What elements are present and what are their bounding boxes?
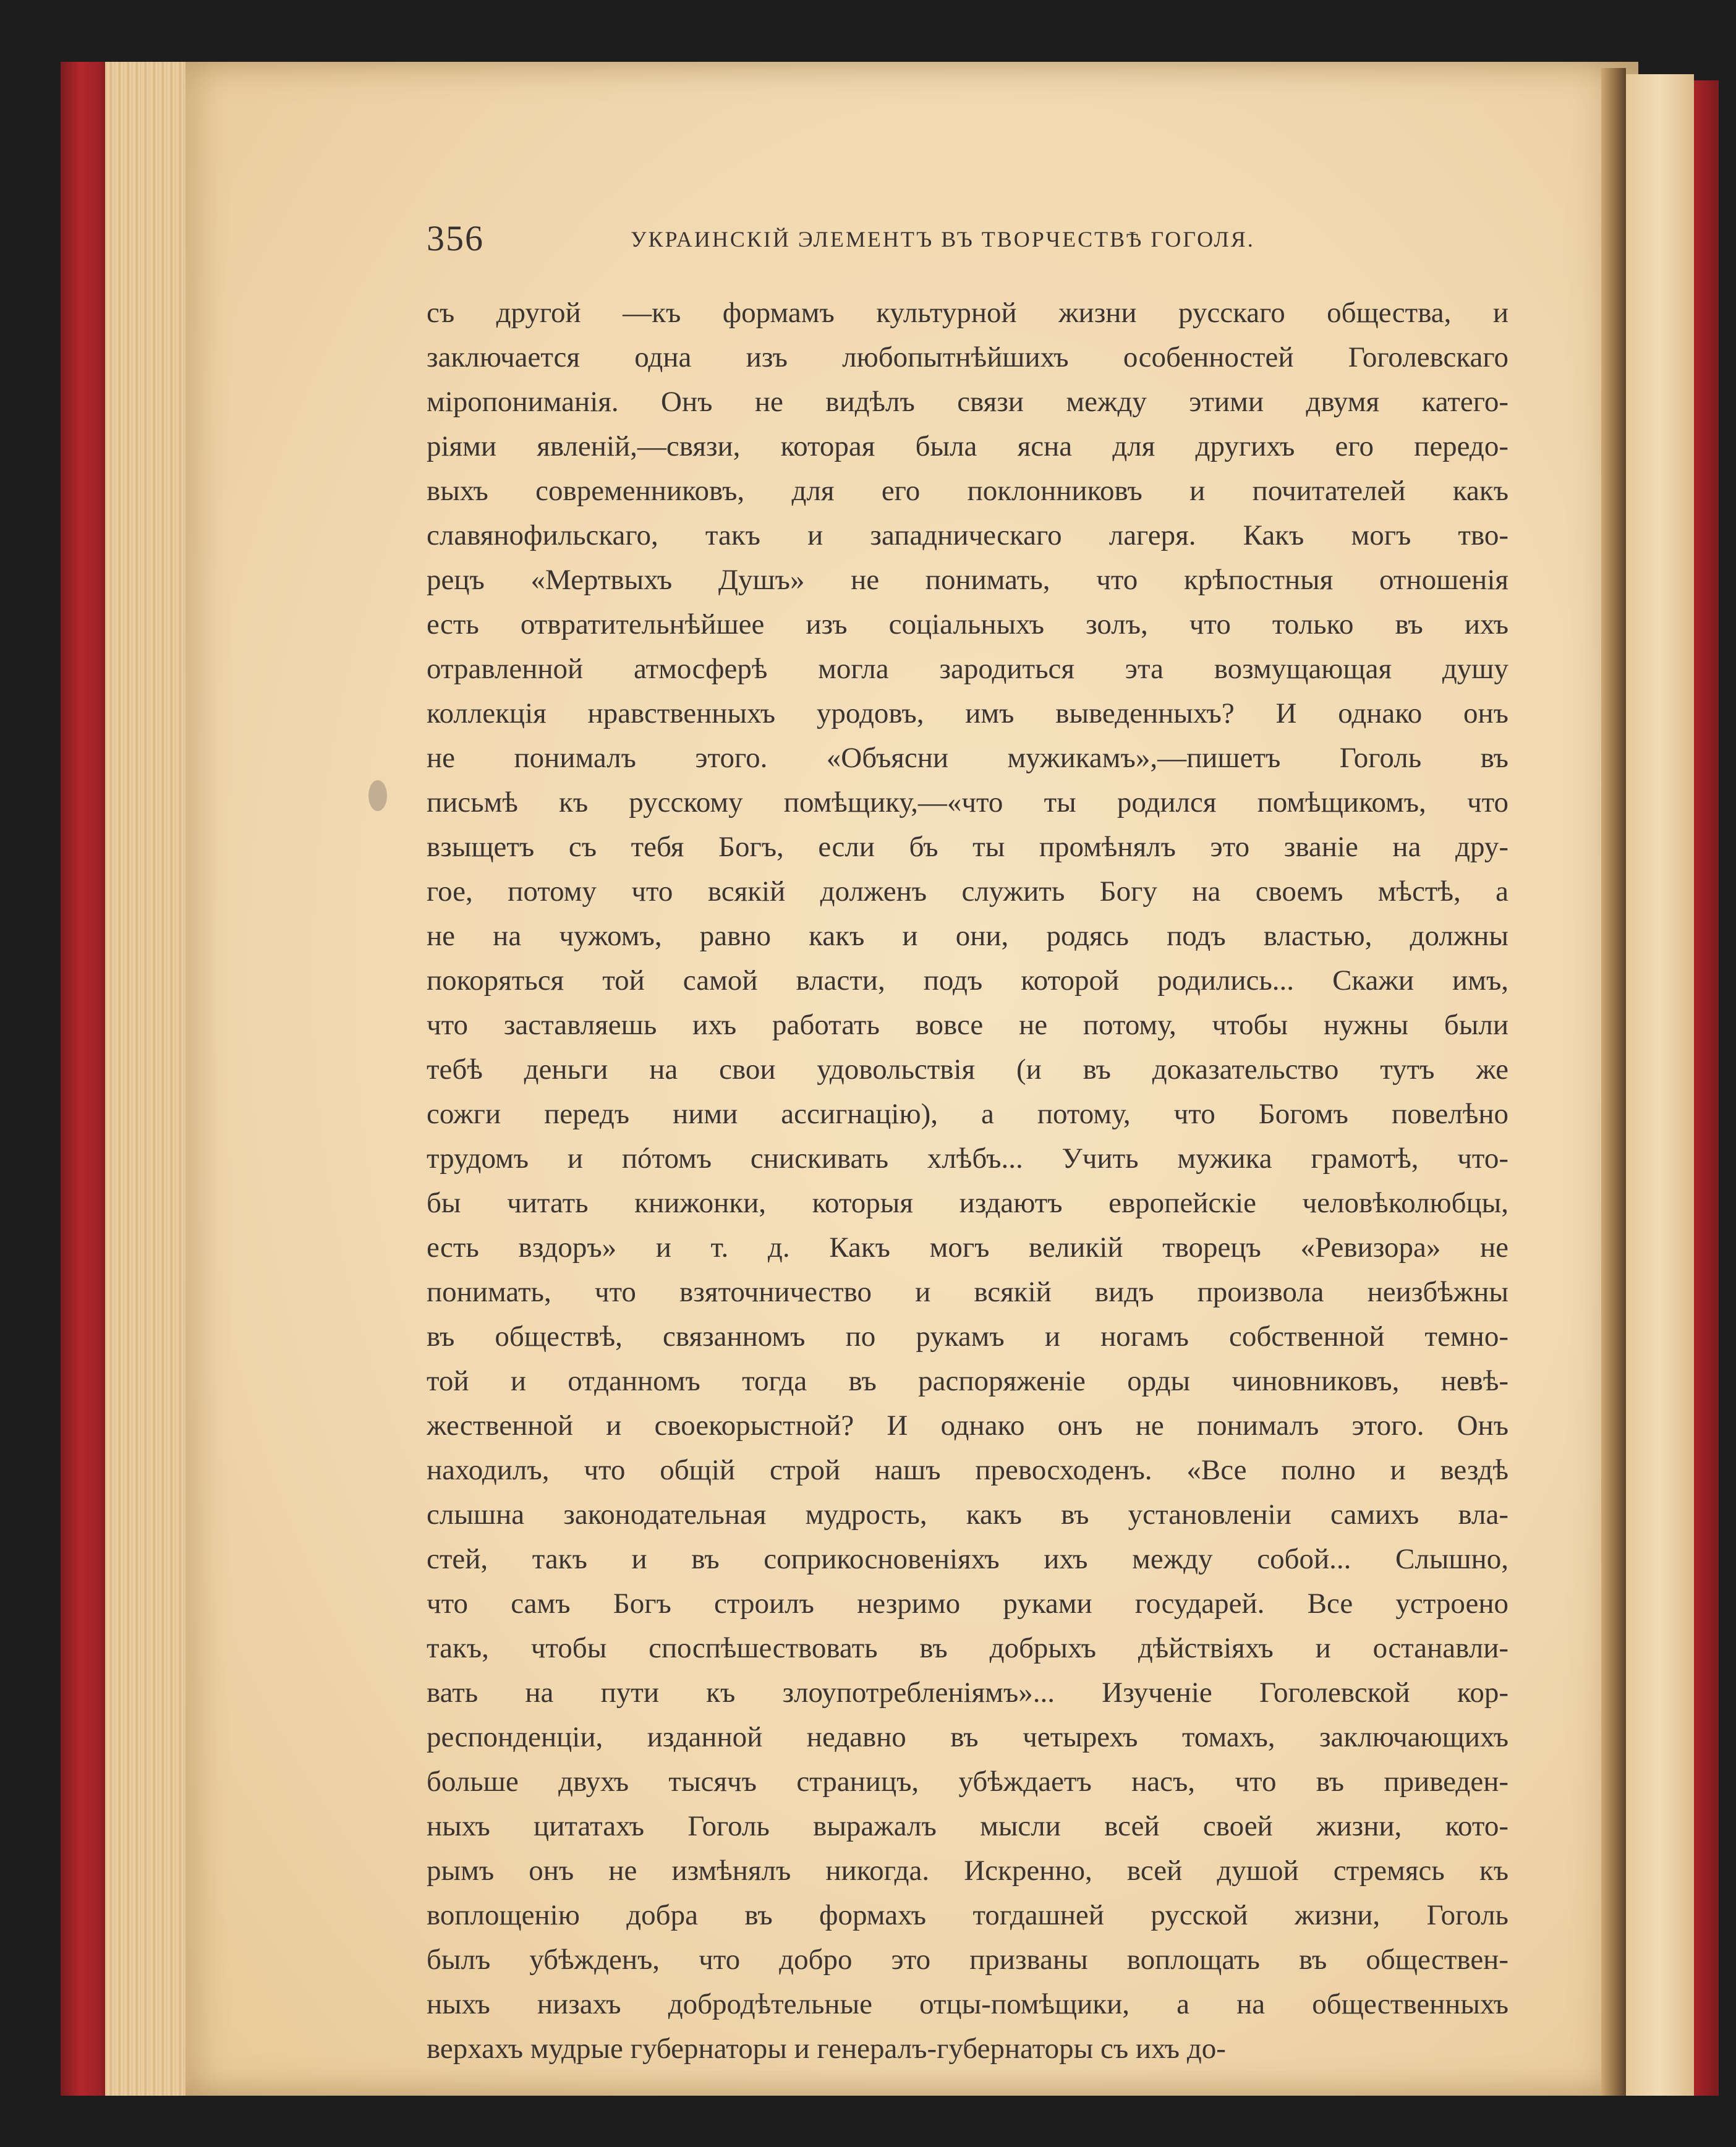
text-line: покоряться той самой власти, подъ которой родились... Скажи имъ,	[427, 964, 1508, 997]
text-line: что самъ Богъ строилъ незримо руками государей. Все устроено	[427, 1588, 1508, 1620]
text-line: респонденціи, изданной недавно въ четырехъ томахъ, заключающихъ	[427, 1721, 1508, 1753]
text-line: сожги передъ ними ассигнацію), а потому, что Богомъ повелѣно	[427, 1098, 1508, 1130]
text-line: тебѣ деньги на свои удовольствія (и въ доказательство тутъ же	[427, 1053, 1508, 1086]
text-line: не на чужомъ, равно какъ и они, родясь подъ властью, должны	[427, 920, 1508, 952]
text-line: стей, такъ и въ соприкосновеніяхъ ихъ между собой... Слышно,	[427, 1543, 1508, 1575]
text-line: верхахъ мудрые губернаторы и генералъ-губернаторы съ ихъ до-	[427, 2033, 1226, 2065]
text-line: есть отвратительнѣйшее изъ соціальныхъ золъ, что только въ ихъ	[427, 608, 1508, 640]
text-line: ныхъ цитатахъ Гоголь выражалъ мысли всей своей жизни, кото-	[427, 1810, 1508, 1842]
text-line: рецъ «Мертвыхъ Душъ» не понимать, что крѣпостныя отношенія	[427, 564, 1508, 596]
text-line: не понималъ этого. «Объясни мужикамъ»,—пишетъ Гоголь въ	[427, 742, 1508, 774]
text-line: письмѣ къ русскому помѣщику,—«что ты родился помѣщикомъ, что	[427, 786, 1508, 818]
book-gutter	[1601, 68, 1626, 2096]
text-line: больше двухъ тысячъ страницъ, убѣждаетъ насъ, что въ приведен-	[427, 1766, 1508, 1798]
left-red-binding	[61, 62, 110, 2096]
text-line: трудомъ и пóтомъ снискивать хлѣбъ... Учить мужика грамотѣ, что-	[427, 1142, 1508, 1175]
text-line: рымъ онъ не измѣнялъ никогда. Искренно, всей душой стремясь къ	[427, 1855, 1508, 1887]
text-line: той и отданномъ тогда въ распоряженіе орды чиновниковъ, невѣ-	[427, 1365, 1508, 1397]
page-number: 356	[427, 218, 484, 258]
running-title: УКРАИНСКІЙ ЭЛЕМЕНТЪ ВЪ ТВОРЧЕСТВѢ ГОГОЛЯ.	[631, 227, 1255, 252]
right-red-binding	[1694, 80, 1719, 2096]
text-line: гое, потому что всякій долженъ служить Богу на своемъ мѣстѣ, а	[427, 875, 1508, 908]
text-line: въ обществѣ, связанномъ по рукамъ и ногамъ собственной темно-	[427, 1320, 1508, 1353]
text-line: понимать, что взяточничество и всякій видъ произвола неизбѣжны	[427, 1276, 1508, 1308]
text-line: міропониманія. Онъ не видѣлъ связи между этими двумя катего-	[427, 386, 1508, 418]
text-line: ріями явленій,—связи, которая была ясна для другихъ его передо-	[427, 430, 1508, 462]
text-line: ныхъ низахъ добродѣтельные отцы-помѣщики, а на общественныхъ	[427, 1988, 1508, 2020]
text-line: бы читать книжонки, которыя издаютъ европейскіе человѣколюбцы,	[427, 1187, 1508, 1219]
text-line: заключается одна изъ любопытнѣйшихъ особенностей Гоголевскаго	[427, 341, 1508, 373]
next-page-edge	[1626, 74, 1694, 2096]
text-line: такъ, чтобы споспѣшествовать въ добрыхъ дѣйствіяхъ и останавли-	[427, 1632, 1508, 1664]
text-line: выхъ современниковъ, для его поклонниковъ и почитателей какъ	[427, 475, 1508, 507]
page-body-text	[427, 291, 1508, 2071]
text-line: находилъ, что общій строй нашъ превосходенъ. «Все полно и вездѣ	[427, 1454, 1508, 1486]
text-line: есть вздоръ» и т. д. Какъ могъ великій творецъ «Ревизора» не	[427, 1231, 1508, 1264]
text-line: что заставляешь ихъ работать вовсе не потому, чтобы нужны были	[427, 1009, 1508, 1041]
text-line: жественной и своекорыстной? И однако онъ не понималъ этого. Онъ	[427, 1409, 1508, 1442]
text-line: былъ убѣжденъ, что добро это призваны воплощать въ обществен-	[427, 1944, 1508, 1976]
text-line: взыщетъ съ тебя Богъ, если бъ ты промѣнялъ это званіе на дру-	[427, 831, 1508, 863]
text-line: съ другой —къ формамъ культурной жизни русскаго общества, и	[427, 297, 1508, 329]
page-stain-mark	[368, 780, 387, 811]
text-line: слышна законодательная мудрость, какъ въ установленіи самихъ вла-	[427, 1499, 1508, 1531]
text-line: славянофильскаго, такъ и западническаго лагеря. Какъ могъ тво-	[427, 519, 1508, 551]
text-line: коллекція нравственныхъ уродовъ, имъ выведенныхъ? И однако онъ	[427, 697, 1508, 729]
text-line: вать на пути къ злоупотребленіямъ»... Изученіе Гоголевской кор-	[427, 1677, 1508, 1709]
text-line: отравленной атмосферѣ могла зародиться эта возмущающая душу	[427, 653, 1508, 685]
page-header	[427, 218, 1317, 261]
text-line: воплощенію добра въ формахъ тогдашней русской жизни, Гоголь	[427, 1899, 1508, 1931]
